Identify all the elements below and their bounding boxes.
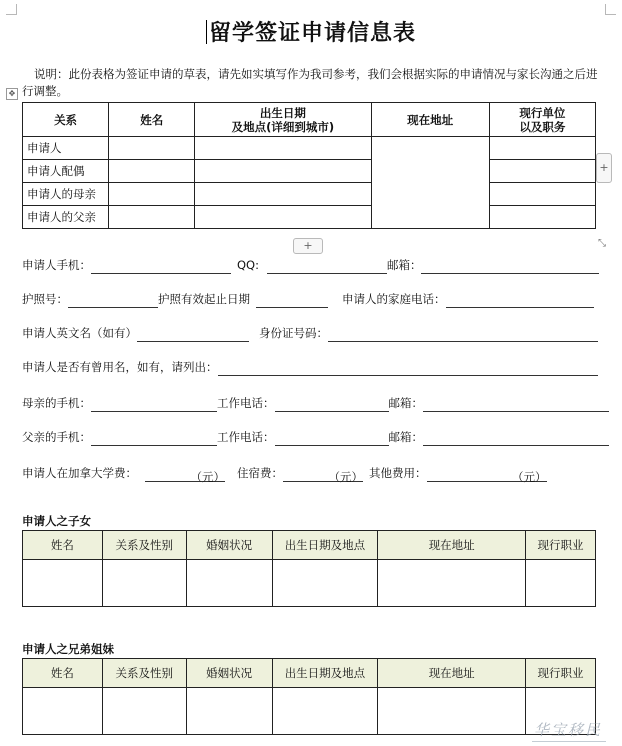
tuition-blank[interactable]: （元） — [145, 468, 225, 482]
header-birth: 出生日期及地点 — [272, 531, 378, 560]
table-cell[interactable] — [109, 137, 195, 160]
english-name-blank[interactable] — [137, 328, 249, 342]
father-contact-line — [22, 428, 604, 446]
father-email-label: 邮箱： — [388, 430, 423, 444]
email-blank[interactable] — [421, 260, 599, 274]
father-work-phone-blank[interactable] — [275, 432, 389, 446]
header-birth: 出生日期 及地点(详细到城市) — [195, 103, 371, 137]
father-work-phone-label: 工作电话： — [217, 430, 275, 444]
table-move-handle-icon[interactable]: ✥ — [6, 88, 18, 100]
table-cell[interactable] — [195, 160, 371, 183]
header-occupation: 现行职业 — [526, 659, 596, 688]
header-relation-gender: 关系及性别 — [102, 659, 186, 688]
mobile-label: 申请人手机： — [22, 258, 91, 272]
home-phone-label: 申请人的家庭电话： — [342, 292, 446, 306]
id-card-label: 身份证号码： — [259, 326, 328, 340]
table-cell[interactable] — [102, 688, 186, 735]
header-relation: 关系 — [23, 103, 109, 137]
table-cell[interactable] — [23, 560, 103, 607]
qq-blank[interactable] — [267, 260, 387, 274]
former-name-blank[interactable] — [218, 362, 598, 376]
identity-line — [22, 324, 604, 342]
mother-email-blank[interactable] — [423, 398, 609, 412]
table-cell[interactable] — [378, 560, 526, 607]
former-name-label: 申请人是否有曾用名，如有，请列出： — [22, 360, 218, 374]
row-label-mother: 申请人的母亲 — [23, 183, 109, 206]
page-corner-mark — [6, 4, 17, 15]
mother-work-phone-blank[interactable] — [275, 398, 389, 412]
table-cell[interactable] — [195, 206, 371, 229]
table-cell[interactable] — [489, 206, 595, 229]
table-cell[interactable] — [195, 183, 371, 206]
row-label-father: 申请人的父亲 — [23, 206, 109, 229]
mother-mobile-label: 母亲的手机： — [22, 396, 91, 410]
table-cell[interactable] — [186, 560, 272, 607]
header-name: 姓名 — [23, 659, 103, 688]
fees-line — [22, 464, 604, 482]
mother-email-label: 邮箱： — [388, 396, 423, 410]
siblings-table — [22, 658, 596, 735]
table-cell[interactable] — [109, 160, 195, 183]
other-fees-label: 其他费用： — [369, 466, 427, 480]
add-row-icon[interactable]: + — [293, 238, 323, 254]
other-fees-blank[interactable]: （元） — [427, 468, 547, 482]
header-address: 现在地址 — [378, 659, 526, 688]
header-name: 姓名 — [23, 531, 103, 560]
watermark-underline — [532, 741, 606, 742]
header-name: 姓名 — [109, 103, 195, 137]
header-marital-status: 婚姻状况 — [186, 659, 272, 688]
table-cell[interactable] — [186, 688, 272, 735]
header-employer: 现行单位 以及职务 — [489, 103, 595, 137]
header-address: 现在地址 — [371, 103, 489, 137]
table-cell[interactable] — [23, 688, 103, 735]
instruction-note[interactable]: 说明：此份表格为签证申请的草表，请先如实填写作为我司参考，我们会根据实际的申请情况与家长沟通之后进行调整。 — [22, 67, 598, 98]
mother-work-phone-label: 工作电话： — [217, 396, 275, 410]
table-cell[interactable] — [272, 560, 378, 607]
header-address: 现在地址 — [378, 531, 526, 560]
table-cell[interactable] — [109, 206, 195, 229]
text-caret — [206, 20, 207, 44]
table-cell[interactable] — [109, 183, 195, 206]
passport-line — [22, 290, 604, 308]
former-name-line — [22, 358, 604, 376]
mobile-blank[interactable] — [91, 260, 231, 274]
father-mobile-blank[interactable] — [91, 432, 217, 446]
add-column-icon[interactable]: + — [596, 153, 612, 183]
table-cell[interactable] — [489, 183, 595, 206]
header-occupation: 现行职业 — [526, 531, 596, 560]
table-cell-address-merged[interactable] — [371, 137, 489, 229]
header-marital-status: 婚姻状况 — [186, 531, 272, 560]
passport-blank[interactable] — [68, 294, 158, 308]
passport-valid-label: 护照有效起止日期 — [158, 292, 250, 306]
table-cell[interactable] — [272, 688, 378, 735]
housing-blank[interactable]: （元） — [283, 468, 363, 482]
children-table — [22, 530, 596, 607]
tuition-label: 申请人在加拿大学费： — [22, 466, 137, 480]
mother-contact-line — [22, 394, 604, 412]
watermark-logo: 华宝移民 — [533, 721, 602, 739]
housing-label: 住宿费： — [237, 466, 283, 480]
table-cell[interactable] — [489, 137, 595, 160]
page-corner-mark — [605, 4, 616, 15]
contact-line — [22, 256, 604, 274]
table-cell[interactable] — [195, 137, 371, 160]
passport-label: 护照号： — [22, 292, 68, 306]
children-section-title: 申请人之子女 — [22, 514, 91, 528]
header-birth: 出生日期及地点 — [272, 659, 378, 688]
siblings-section-title: 申请人之兄弟姐妹 — [22, 642, 114, 656]
document-title[interactable]: 留学签证申请信息表 — [0, 16, 622, 47]
row-label-applicant: 申请人 — [23, 137, 109, 160]
father-mobile-label: 父亲的手机： — [22, 430, 91, 444]
mother-mobile-blank[interactable] — [91, 398, 217, 412]
table-cell[interactable] — [526, 560, 596, 607]
passport-valid-blank[interactable] — [256, 294, 328, 308]
family-info-table — [22, 102, 596, 229]
row-label-spouse: 申请人配偶 — [23, 160, 109, 183]
header-relation-gender: 关系及性别 — [102, 531, 186, 560]
table-cell[interactable] — [489, 160, 595, 183]
table-cell[interactable] — [378, 688, 526, 735]
table-cell[interactable] — [102, 560, 186, 607]
father-email-blank[interactable] — [423, 432, 609, 446]
english-name-label: 申请人英文名（如有） — [22, 326, 137, 340]
email-label: 邮箱： — [386, 258, 422, 272]
table-resize-icon[interactable]: ⤡ — [598, 238, 606, 249]
home-phone-blank[interactable] — [446, 294, 594, 308]
id-card-blank[interactable] — [328, 328, 598, 342]
qq-label: QQ: — [237, 258, 259, 272]
